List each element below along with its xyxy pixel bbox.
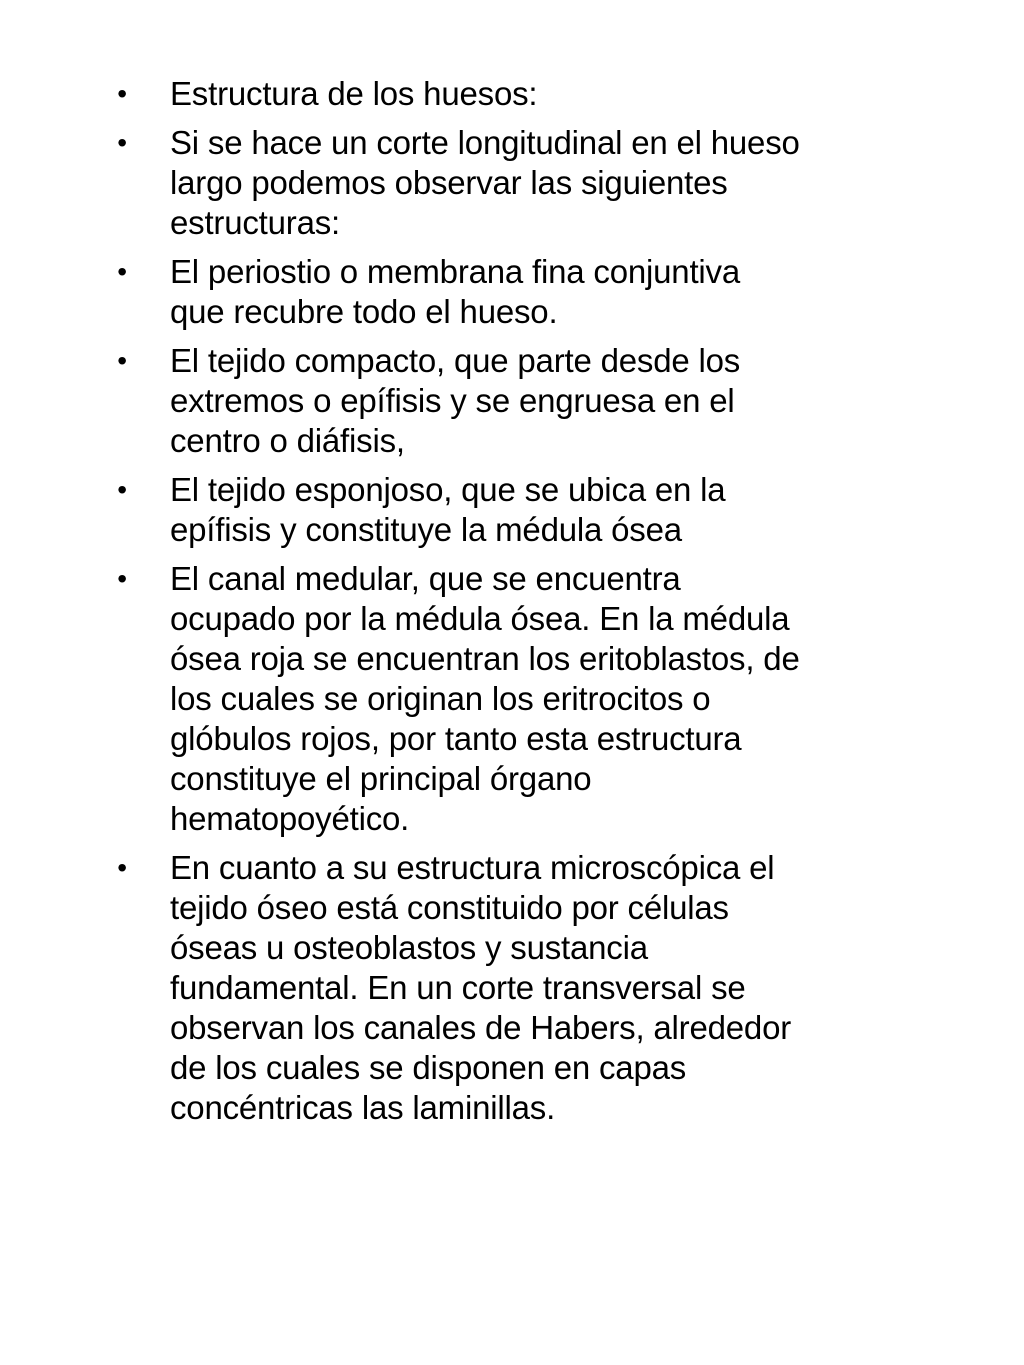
text-line: El canal medular, que se encuentra xyxy=(170,560,681,597)
text-line: Si se hace un corte longitudinal en el hueso xyxy=(170,124,800,161)
text-line: El tejido compacto, que parte desde los xyxy=(170,342,741,379)
text-line: extremos o epífisis y se engruesa en el xyxy=(170,382,735,419)
text-line: constituye el principal órgano xyxy=(170,760,592,797)
text-line: observan los canales de Habers, alrededor xyxy=(170,1009,792,1046)
text-line: En cuanto a su estructura microscópica el xyxy=(170,849,775,886)
bullet-dot-icon: • xyxy=(117,78,127,109)
bullet-item-canal-medular xyxy=(112,559,912,839)
bullet-text xyxy=(170,123,912,243)
bullet-item-estructura xyxy=(112,74,912,114)
bullet-text xyxy=(170,559,912,839)
text-line: El tejido esponjoso, que se ubica en la xyxy=(170,471,726,508)
bullet-item-estructura-microscopica xyxy=(112,848,912,1128)
bullet-dot-icon: • xyxy=(117,563,127,594)
bullet-list xyxy=(112,74,912,1137)
text-line: Estructura de los huesos: xyxy=(170,75,538,112)
bullet-dot-icon: • xyxy=(117,345,127,376)
text-line: que recubre todo el hueso. xyxy=(170,293,558,330)
bullet-text xyxy=(170,341,912,461)
text-line: óseas u osteoblastos y sustancia xyxy=(170,929,648,966)
text-line: fundamental. En un corte transversal se xyxy=(170,969,746,1006)
bullet-item-tejido-esponjoso xyxy=(112,470,912,550)
text-line: tejido óseo está constituido por células xyxy=(170,889,729,926)
text-line: centro o diáfisis, xyxy=(170,422,405,459)
bullet-dot-icon: • xyxy=(117,256,127,287)
text-line: los cuales se originan los eritrocitos o xyxy=(170,680,711,717)
text-line: ocupado por la médula ósea. En la médula xyxy=(170,600,790,637)
text-line: concéntricas las laminillas. xyxy=(170,1089,556,1126)
bullet-dot-icon: • xyxy=(117,474,127,505)
text-line: glóbulos rojos, por tanto esta estructura xyxy=(170,720,742,757)
text-line: estructuras: xyxy=(170,204,340,241)
bullet-dot-icon: • xyxy=(117,852,127,883)
bullet-dot-icon: • xyxy=(117,127,127,158)
text-line: ósea roja se encuentran los eritoblastos, de xyxy=(170,640,800,677)
bullet-text xyxy=(170,470,912,550)
bullet-text xyxy=(170,252,912,332)
text-line: El periostio o membrana fina conjuntiva xyxy=(170,253,741,290)
bullet-item-corte-longitudinal xyxy=(112,123,912,243)
bullet-text xyxy=(170,848,912,1128)
text-line: largo podemos observar las siguientes xyxy=(170,164,728,201)
text-line: hematopoyético. xyxy=(170,800,410,837)
text-line: epífisis y constituye la médula ósea xyxy=(170,511,682,548)
bullet-text xyxy=(170,74,912,114)
bullet-item-periostio xyxy=(112,252,912,332)
text-line: de los cuales se disponen en capas xyxy=(170,1049,687,1086)
bullet-item-tejido-compacto xyxy=(112,341,912,461)
